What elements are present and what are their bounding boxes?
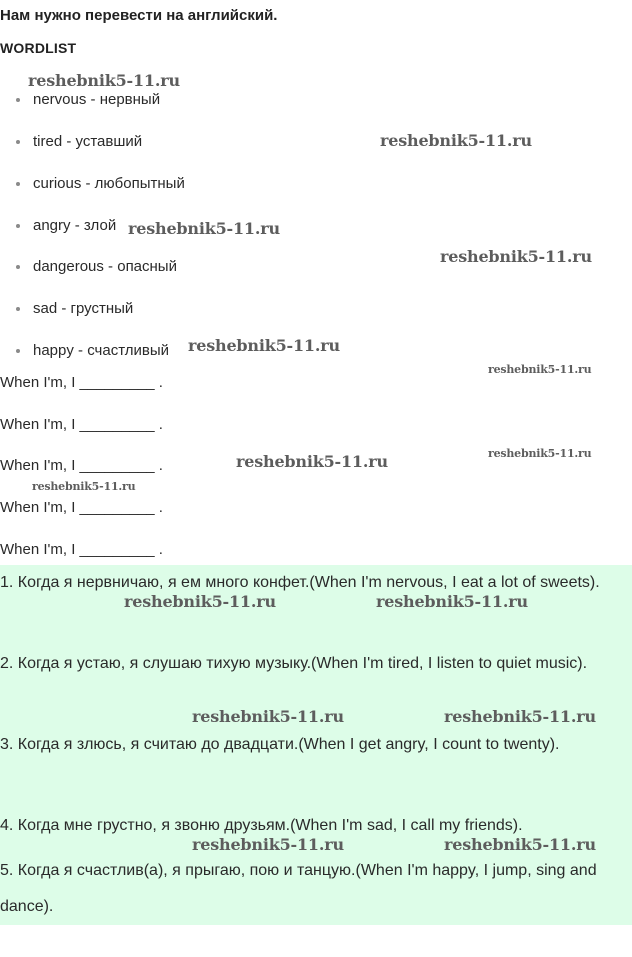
fill-in-line: When I'm, I _________ . — [0, 457, 163, 474]
fill-in-line: When I'm, I _________ . — [0, 374, 163, 391]
watermark: reshebnik5-11.ru — [124, 592, 276, 611]
watermark: reshebnik5-11.ru — [440, 247, 592, 266]
watermark: reshebnik5-11.ru — [128, 219, 280, 238]
page-heading: Нам нужно перевести на английский. — [0, 7, 278, 24]
answer-item: 3. Когда я злюсь, я считаю до двадцати.(When I get angry, I count to twenty). — [0, 736, 560, 753]
bullet-icon — [16, 265, 20, 269]
answers-panel — [0, 565, 632, 925]
answer-item: 1. Когда я нервничаю, я ем много конфет.(When I'm nervous, I eat a lot of sweets). — [0, 574, 600, 591]
watermark: reshebnik5-11.ru — [236, 452, 388, 471]
wordlist-title: WORDLIST — [0, 40, 77, 56]
watermark: reshebnik5-11.ru — [192, 707, 344, 726]
watermark: reshebnik5-11.ru — [192, 835, 344, 854]
bullet-icon — [16, 349, 20, 353]
answer-item: 4. Когда мне грустно, я звоню друзьям.(When I'm sad, I call my friends). — [0, 817, 523, 834]
wordlist-item-text: curious - любопытный — [33, 175, 185, 192]
answer-item: 2. Когда я устаю, я слушаю тихую музыку.(When I'm tired, I listen to quiet music). — [0, 655, 588, 672]
wordlist-item-text: sad - грустный — [33, 300, 134, 317]
watermark: reshebnik5-11.ru — [376, 592, 528, 611]
wordlist-item-text: dangerous - опасный — [33, 258, 177, 275]
watermark: reshebnik5-11.ru — [488, 447, 592, 460]
wordlist-item-text: tired - уставший — [33, 133, 143, 150]
watermark: reshebnik5-11.ru — [380, 131, 532, 150]
fill-in-line: When I'm, I _________ . — [0, 416, 163, 433]
fill-in-line: When I'm, I _________ . — [0, 541, 163, 558]
bullet-icon — [16, 140, 20, 144]
answer-item: 5. Когда я счастлив(а), я прыгаю, пою и танцую.(When I'm happy, I jump, sing and dance). — [0, 862, 597, 915]
wordlist-item-text: happy - счастливый — [33, 342, 169, 359]
watermark: reshebnik5-11.ru — [488, 363, 592, 376]
watermark: reshebnik5-11.ru — [28, 71, 180, 90]
fill-in-line: When I'm, I _________ . — [0, 499, 163, 516]
bullet-icon — [16, 307, 20, 311]
wordlist-item-text: nervous - нервный — [33, 91, 161, 108]
bullet-icon — [16, 182, 20, 186]
bullet-icon — [16, 224, 20, 228]
watermark: reshebnik5-11.ru — [444, 835, 596, 854]
wordlist-item-text: angry - злой — [33, 217, 117, 234]
bullet-icon — [16, 98, 20, 102]
watermark: reshebnik5-11.ru — [32, 480, 136, 493]
watermark: reshebnik5-11.ru — [444, 707, 596, 726]
watermark: reshebnik5-11.ru — [188, 336, 340, 355]
